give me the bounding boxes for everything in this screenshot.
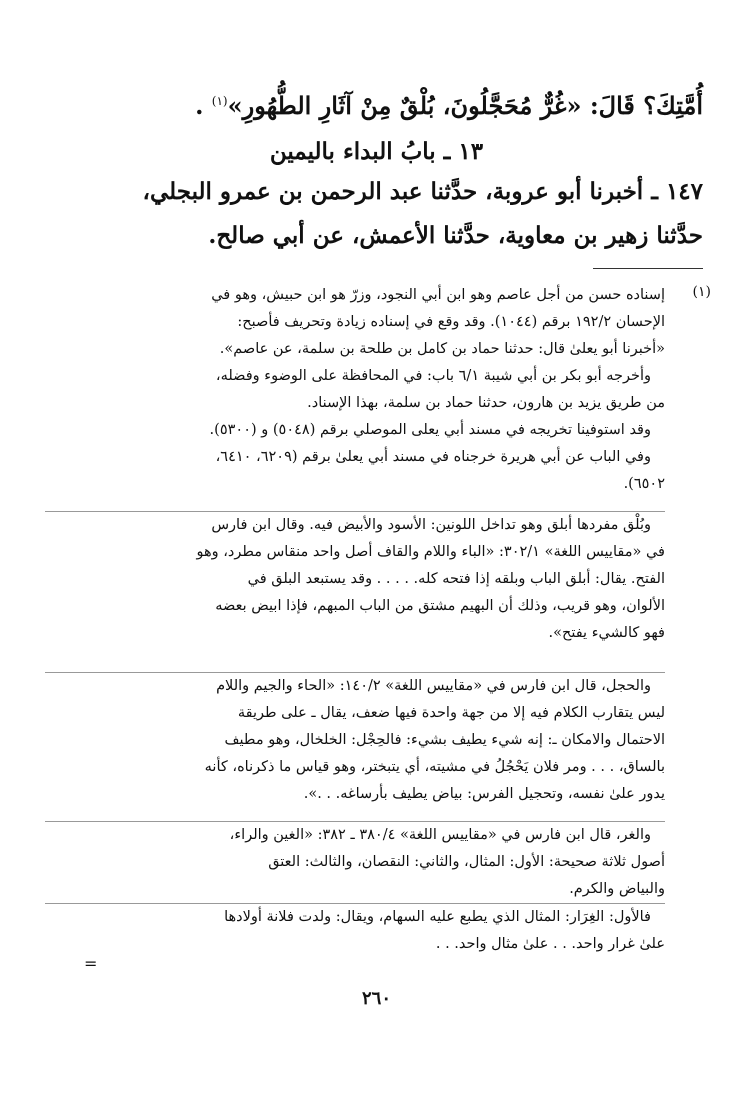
- footnote-line: يدور علىٰ نفسه، وتحجيل الفرس: بياض يطيف بأرساغه. . .».: [303, 786, 665, 802]
- footnote-line: أصول ثلاثة صحيحة: الأول: المثال، والثاني: النقصان، والثالث: العتق: [268, 854, 665, 870]
- footnote-line: إسناده حسن من أجل عاصم وهو ابن أبي النجود، وزرّ هو ابن حبيش، وهو في: [211, 287, 665, 303]
- footnote-number: (١): [692, 284, 711, 300]
- hadith-text-line: [43, 92, 703, 121]
- footnote-ref: (١): [211, 94, 228, 108]
- footnote-line: وفي الباب عن أبي هريرة خرجناه في مسند أبي يعلىٰ برقم (٦٢٠٩، ٦٤١٠،: [215, 449, 651, 465]
- chapter-heading: ١٣ ـ بابُ البداء باليمين: [269, 138, 484, 165]
- line-end-period: .: [195, 91, 204, 120]
- footnote-paragraph-ghirar: [45, 904, 665, 958]
- footnote-paragraph-takhrij: [45, 282, 665, 498]
- continuation-mark: =: [84, 954, 98, 973]
- footnote-line: والغر، قال ابن فارس في «مقاييس اللغة» ٣٨٠/٤ ـ ٣٨٢: «الغين والراء،: [229, 827, 651, 843]
- footnote-line: وبُلْق مفردها أبلق وهو تداخل اللونين: الأسود والأبيض فيه. وقال ابن فارس: [211, 517, 651, 533]
- footnote-line: الإحسان ١٩٢/٢ برقم (١٠٤٤). وقد وقع في إسناده زيادة وتحريف فأصبح:: [237, 314, 665, 330]
- footnote-line: الألوان، وهو قريب، وذلك أن البهيم مشتق من الباب المبهم، فإذا ابيض بعضه: [215, 598, 665, 614]
- footnote-line: الاحتمال والامكان ـ: إنه شيء يطيف بشيء: فالحِجْل: الخلخال، وهو مطيف: [224, 732, 665, 748]
- footnote-line: ٦٥٠٢).: [623, 476, 665, 492]
- footnote-paragraph-hajl: [45, 673, 665, 808]
- footnote-paragraph-bulq: [45, 512, 665, 647]
- footnote-line: فهو كالشيء يفتح».: [548, 625, 665, 641]
- footnote-line: وقد استوفينا تخريجه في مسند أبي يعلى الموصلي برقم (٥٠٤٨) و (٥٣٠٠).: [209, 422, 651, 438]
- footnote-divider: [593, 268, 703, 269]
- footnote-line: والبياض والكرم.: [569, 881, 665, 897]
- hadith-chain-line-1: ١٤٧ ـ أخبرنا أبو عروبة، حدَّثنا عبد الرحمن بن عمرو البجلي،: [142, 178, 703, 205]
- footnote-line: فالأول: الغِرَار: المثال الذي يطبع عليه السهام، ويقال: ولدت فلانة أولادها: [224, 909, 651, 925]
- footnote-line: وأخرجه أبو بكر بن أبي شيبة ٦/١ باب: في المحافظة على الوضوء وفضله،: [215, 368, 651, 384]
- footnote-line: في «مقاييس اللغة» ٣٠٢/١: «الباء واللام والقاف أصل واحد منقاس مطرد، وهو: [196, 544, 665, 560]
- footnote-line: والحجل، قال ابن فارس في «مقاييس اللغة» ١٤٠/٢: «الحاء والجيم واللام: [216, 678, 651, 694]
- footnote-line: الفتح. يقال: أبلق الباب وبلقه إذا فتحه كله. . . . . وقد يستبعد البلق في: [247, 571, 665, 587]
- footnote-line: «أخبرنا أبو يعلىٰ قال: حدثنا حماد بن كامل بن طلحة بن سلمة، عن عاصم».: [219, 341, 665, 357]
- hadith-quote: أُمَّتِكَ؟ قَالَ: «غُرٌّ مُحَجَّلُونَ، بُلْقٌ مِنْ آثَارِ الطُّهُورِ»: [227, 91, 703, 120]
- hadith-chain-line-2: حدَّثنا زهير بن معاوية، حدَّثنا الأعمش، عن أبي صالح.: [208, 222, 703, 249]
- footnote-line: ليس يتقارب الكلام فيه إلا من جهة واحدة فيها ضعف، يقال ـ على طريقة: [237, 705, 665, 721]
- page-number: ٢٦٠: [361, 988, 391, 1009]
- footnote-paragraph-ghurr: [45, 822, 665, 903]
- footnote-line: علىٰ غرار واحد. . . علىٰ مثال واحد. . .: [435, 936, 665, 952]
- footnote-line: من طريق يزيد بن هارون، حدثنا حماد بن سلمة، بهذا الإسناد.: [307, 395, 665, 411]
- footnote-line: بالساق، . . . ومر فلان يَحْجُلُ في مشيته، أي يتبختر، وهو قياس ما ذكرناه، كأنه: [204, 759, 665, 775]
